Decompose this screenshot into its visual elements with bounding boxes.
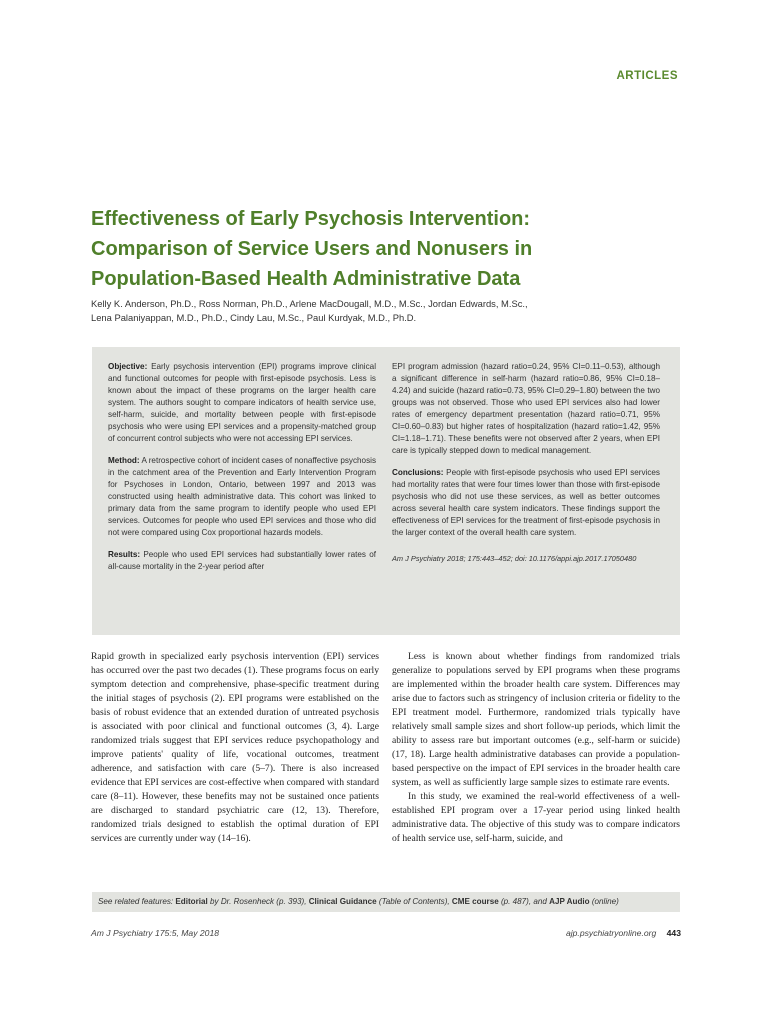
author-list	[91, 297, 691, 325]
footer-journal: Am J Psychiatry 175:5, May 2018	[91, 928, 220, 938]
author-line: Kelly K. Anderson, Ph.D., Ross Norman, Ph.D., Arlene MacDougall, M.D., M.Sc., Jordan Edwards, M.Sc.,	[91, 298, 528, 309]
cme-course-link[interactable]: CME course	[451, 897, 499, 906]
results-label: Results:	[108, 550, 141, 559]
conclusions-label: Conclusions:	[392, 468, 444, 477]
cme-course-ref: (p. 487), and	[500, 897, 547, 906]
ajp-audio-link[interactable]: AJP Audio	[549, 897, 590, 906]
abstract-box	[92, 347, 680, 635]
results-text: People who used EPI services had substantially lower rates of all-cause mortality in the 2-year period after	[108, 550, 376, 571]
body-right-column	[392, 650, 680, 846]
footer-url[interactable]: ajp.psychiatryonline.org	[565, 928, 657, 938]
body-left-column	[91, 650, 379, 846]
results-continued: EPI program admission (hazard ratio=0.24, 95% CI=0.11–0.53), although a significant difference in self-harm (hazard ratio=0.86, 95% CI=0.18–4.24) and suicide (hazard ratio=0.73, 95% CI=0.29–1.80) between the two groups was not observed. Those who used EPI services also had lower rates of emergency department presentation (hazard ratio=0.71, 95% CI=0.60–0.83) but higher rates of hospitalization (hazard ratio=1.42, 95% CI=1.18–1.71). These benefits were not observed after 2 years, when EPI care is typically stepped down to medical management.	[392, 362, 660, 455]
page-number: 443	[666, 928, 681, 938]
method-paragraph	[108, 455, 376, 539]
abstract-right-column	[392, 361, 660, 575]
body-paragraph: In this study, we examined the real-world effectiveness of a well-established EPI program over a 17-year period using linked health administrative data. The objective of this study was to compare indicators of health service use, self-harm, suicide, and	[392, 791, 680, 844]
citation: Am J Psychiatry 2018; 175:443–452; doi: 10.1176/appi.ajp.2017.17050480	[392, 554, 637, 563]
editorial-link[interactable]: Editorial	[175, 897, 208, 906]
clinical-guidance-link[interactable]: Clinical Guidance	[308, 897, 377, 906]
results-paragraph	[108, 549, 376, 573]
footer-right	[566, 928, 681, 938]
conclusions-text: People with first-episode psychosis who used EPI services had mortality rates that were four times lower than those with first-episode psychosis who did not use these services, as well as better outcomes across several health care system indicators. These findings support the effectiveness of EPI services for the treatment of first-episode psychosis in the larger context of the overall health care system.	[392, 468, 660, 537]
title-line: Effectiveness of Early Psychosis Intervention:	[91, 208, 531, 230]
body-paragraph: Rapid growth in specialized early psychosis intervention (EPI) services has occurred over the past two decades (1). These programs focus on early symptom detection and comprehensive, phase-specific treatment during the initial stages of psychosis (2). EPI programs were established on the basis of robust evidence that an extended duration of untreated psychosis is associated with poor clinical and functional outcomes (3, 4). Large randomized trials suggest that EPI services reduce psychopathology and improve patients' quality of life, vocational outcomes, treatment adherence, and satisfaction with care (5–7). There is also increased evidence that EPI services are cost-effective when compared with standard care (8–11). However, these benefits may not be sustained once patients are discharged to standard psychiatric care (12, 13). Therefore, randomized trials designed to establish the optimal duration of EPI services are currently under way (14–16).	[91, 651, 379, 844]
title-line: Comparison of Service Users and Nonusers in	[91, 238, 533, 260]
clinical-guidance-ref: (Table of Contents),	[378, 897, 450, 906]
related-features-bar	[92, 892, 680, 912]
conclusions-paragraph	[392, 467, 660, 539]
body-paragraph: Less is known about whether findings from randomized trials generalize to populations served by EPI programs when these programs are implemented within the broader health care system. Differences may arise due to factors such as stringency of inclusion criteria or fidelity to the EPI treatment model. Furthermore, randomized trials typically have relatively small sample sizes and short follow-up periods, which limit the ability to assess rare but important outcomes (e.g., self-harm or suicide) (17, 18). Large health administrative databases can provide a population-based perspective on the impact of EPI services in the broader health care system, as well as sufficiently large sample sizes to estimate rare events.	[392, 651, 680, 788]
method-text: A retrospective cohort of incident cases of nonaffective psychosis in the catchment area of the Prevention and Early Intervention Program for Psychoses in London, Ontario, between 1997 and 2013 was constructed using health administrative data. This cohort was linked to primary data from the same program to identify people who used EPI services. Outcomes for people who used EPI services and those who did not were compared using Cox proportional hazards models.	[108, 456, 377, 537]
editorial-ref: by Dr. Rosenheck (p. 393),	[210, 897, 307, 906]
objective-text: Early psychosis intervention (EPI) programs improve clinical and functional outcomes for people with first-episode psychosis. Less is known about the impact of these programs on the larger health care system. The authors sought to compare indicators of health service use, self-harm, suicide, and mortality between people with first-episode psychosis who were using EPI services and a propensity-matched group of concurrent control subjects who were not accessing EPI services.	[108, 362, 376, 443]
objective-paragraph	[108, 361, 376, 445]
title-line: Population-Based Health Administrative Data	[91, 268, 521, 290]
article-title	[91, 204, 691, 294]
section-label: ARTICLES	[616, 70, 678, 82]
method-label: Method:	[108, 456, 140, 465]
ajp-audio-ref: (online)	[591, 897, 619, 906]
objective-label: Objective:	[108, 362, 148, 371]
related-intro: See related features:	[98, 897, 174, 906]
abstract-left-column	[108, 361, 376, 583]
author-line: Lena Palaniyappan, M.D., Ph.D., Cindy Lau, M.Sc., Paul Kurdyak, M.D., Ph.D.	[91, 312, 417, 323]
